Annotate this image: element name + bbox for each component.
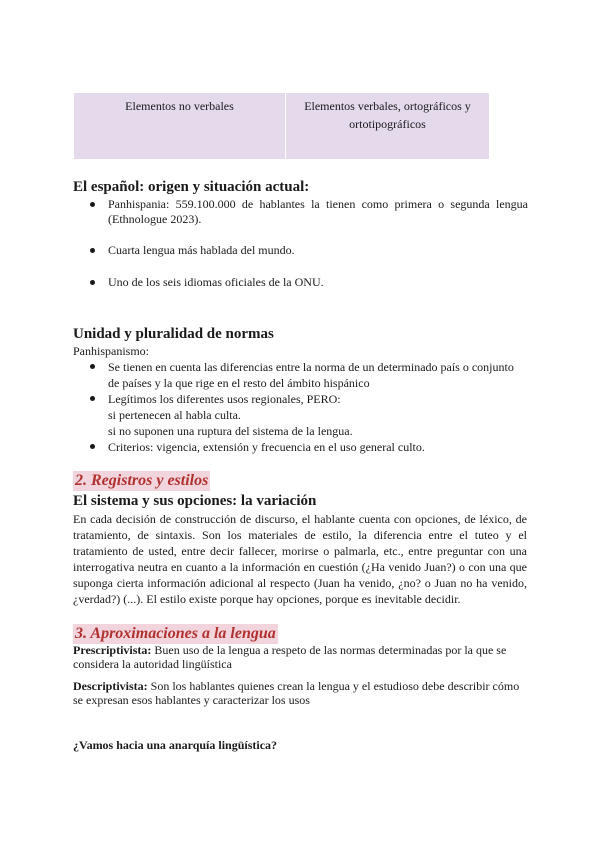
table-cell-verbal: Elementos verbales, ortográficos y ortotipográficos (286, 93, 490, 160)
unity-list (88, 359, 528, 455)
variation-subheading: El sistema y sus opciones: la variación (73, 493, 317, 509)
list-item: Se tienen en cuenta las diferencias entre la norma de un determinado país o conjunto de países y la que rige en el resto del ámbito hispánico (88, 359, 528, 391)
section-title-aproximaciones: 3. Aproximaciones a la lengua (75, 625, 276, 642)
elements-table (73, 92, 490, 160)
origin-list (88, 197, 528, 227)
origin-list (88, 275, 528, 290)
list-item: Panhispania: 559.100.000 de hablantes la tienen como primera o segunda lengua (Ethnologue 2023). (88, 197, 528, 227)
style-paragraph: En cada decisión de construcción de discurso, el hablante cuenta con opciones, de léxico, de tratamiento, de sintaxis. Son los materiales de estilo, la diferencia entre el tuteo y el tratamiento de usted, entre decir fallecer, morirse o palmarla, etc., entre preguntar con una interrogativa neutra en cuanto a la información en cuestión (¿Ha venido Juan?) o con una que suponga cierta información adicional al respecto (Juan ha venido, ¿no? o Juan no ha venido, ¿verdad?) (...). El estilo existe porque hay opciones, porque es inevitable decidir. (73, 512, 527, 606)
bullet-icon (90, 444, 95, 449)
list-item: Uno de los seis idiomas oficiales de la ONU. (88, 275, 528, 290)
section-title-registros: 2. Registros y estilos (75, 472, 209, 489)
bullet-icon (90, 396, 95, 401)
prescriptive-label: Prescriptivista: (73, 643, 152, 657)
unity-intro: Panhispanismo: (73, 344, 150, 358)
bullet-icon (90, 280, 95, 285)
bullet-icon (90, 248, 95, 253)
origin-list (88, 243, 528, 258)
origin-heading: El español: origen y situación actual: (73, 179, 310, 195)
table-cell-nonverbal: Elementos no verbales (74, 93, 286, 160)
list-item: Cuarta lengua más hablada del mundo. (88, 243, 528, 258)
list-item: Legítimos los diferentes usos regionales, PERO: si pertenecen al habla culta. si no suponen una ruptura del sistema de la lengua. (88, 391, 528, 439)
prescriptive-paragraph: Prescriptivista: Buen uso de la lengua a respeto de las normas determinadas por la que se considera la autoridad lingüística (73, 643, 507, 671)
unity-heading: Unidad y pluralidad de normas (73, 326, 274, 342)
descriptive-paragraph: Descriptivista: Son los hablantes quienes crean la lengua y el estudioso debe describir cómo se expresan esos hablantes y caracterizar los usos (73, 679, 520, 707)
bullet-icon (90, 202, 95, 207)
descriptive-label: Descriptivista: (73, 679, 148, 693)
closing-question: ¿Vamos hacia una anarquía lingüística? (73, 738, 278, 752)
bullet-icon (90, 364, 95, 369)
list-item: Criterios: vigencia, extensión y frecuencia en el uso general culto. (88, 439, 528, 455)
